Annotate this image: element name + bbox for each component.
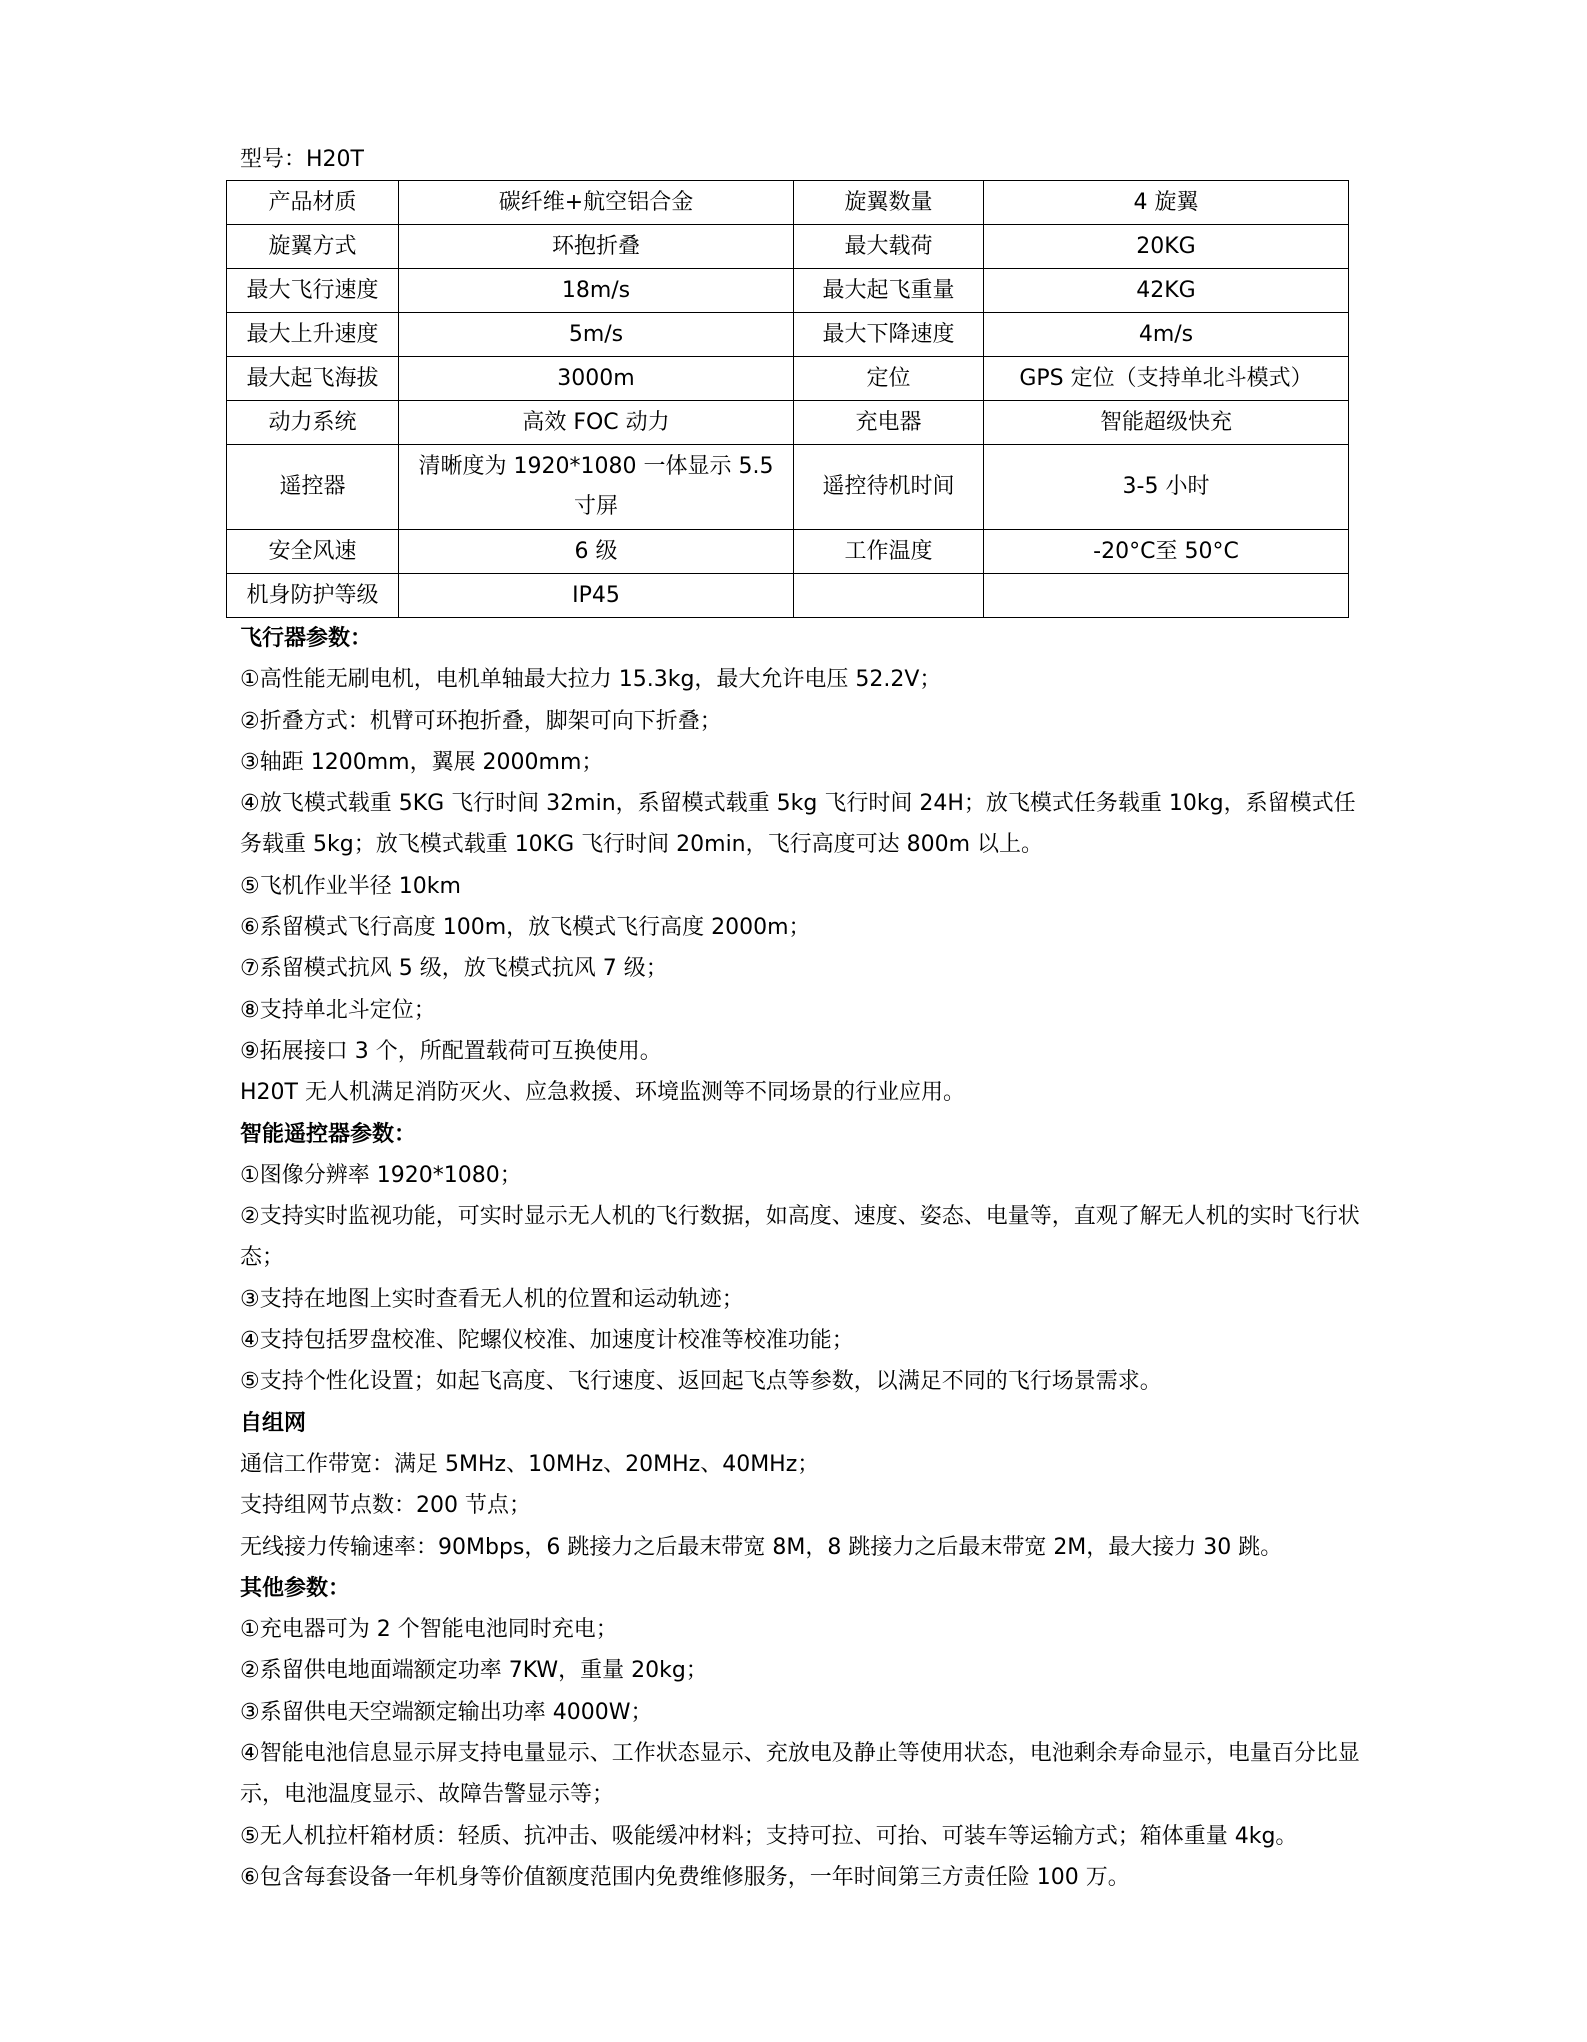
spec-label-cell: 最大飞行速度	[227, 269, 399, 313]
spec-label-cell: 最大上升速度	[227, 313, 399, 357]
spec-label-cell: 机身防护等级	[227, 574, 399, 618]
spec-label-cell: 动力系统	[227, 401, 399, 445]
section-heading-aircraft: 飞行器参数：	[240, 626, 373, 651]
paragraph-line: ③轴距 1200mm，翼展 2000mm；	[240, 749, 604, 775]
paragraph-line: ②系留供电地面端额定功率 7KW，重量 20kg；	[240, 1658, 708, 1684]
spec-label-cell	[794, 574, 984, 618]
spec-value-cell: 清晰度为 1920*1080 一体显示 5.5 寸屏	[399, 445, 794, 530]
section-aircraft-lines	[240, 659, 1360, 1113]
section-heading-other: 其他参数：	[240, 1575, 351, 1601]
spec-row	[227, 269, 1349, 313]
spec-label-cell: 产品材质	[227, 181, 399, 225]
spec-label-cell: 充电器	[794, 401, 984, 445]
paragraph-line: ⑤支持个性化设置；如起飞高度、飞行速度、返回起飞点等参数，以满足不同的飞行场景需求。	[240, 1369, 1162, 1395]
spec-value-cell: 5m/s	[399, 313, 794, 357]
body-text	[240, 618, 1360, 1898]
model-label: 型号：H20T	[240, 147, 364, 172]
spec-label-cell: 定位	[794, 357, 984, 401]
spec-table	[226, 180, 1349, 618]
paragraph-line: ④支持包括罗盘校准、陀螺仪校准、加速度计校准等校准功能；	[240, 1328, 854, 1354]
paragraph-line: ①高性能无刷电机，电机单轴最大拉力 15.3kg，最大允许电压 52.2V；	[240, 667, 942, 693]
spec-value-cell: 智能超级快充	[984, 401, 1349, 445]
paragraph-line: ⑦系留模式抗风 5 级，放飞模式抗风 7 级；	[240, 956, 668, 982]
spec-value-cell: 高效 FOC 动力	[399, 401, 794, 445]
section-other-lines	[240, 1609, 1360, 1898]
spec-label-cell: 最大起飞重量	[794, 269, 984, 313]
spec-value-cell: IP45	[399, 574, 794, 618]
spec-label-cell: 工作温度	[794, 530, 984, 574]
section-heading-mesh: 自组网	[240, 1410, 307, 1436]
paragraph-line: ④放飞模式载重 5KG 飞行时间 32min，系留模式载重 5kg 飞行时间 24H；放飞模式任务载重 10kg，系留模式任务载重 5kg；放飞模式载重 10KG 飞行时间 20min，飞行高度可达 800m 以上。	[240, 791, 1356, 858]
spec-value-cell: 4m/s	[984, 313, 1349, 357]
document-page	[240, 140, 1360, 1898]
spec-label-cell: 旋翼数量	[794, 181, 984, 225]
paragraph-line: ③支持在地图上实时查看无人机的位置和运动轨迹；	[240, 1286, 744, 1312]
paragraph-line: ⑤飞机作业半径 10km	[240, 873, 461, 899]
paragraph-line: ②折叠方式：机臂可环抱折叠，脚架可向下折叠；	[240, 708, 722, 734]
section-mesh-lines	[240, 1444, 1360, 1568]
paragraph-line: ①充电器可为 2 个智能电池同时充电；	[240, 1617, 618, 1643]
paragraph-line: ①图像分辨率 1920*1080；	[240, 1162, 522, 1188]
paragraph-line: ③系留供电天空端额定输出功率 4000W；	[240, 1699, 653, 1725]
spec-row	[227, 445, 1349, 530]
spec-row	[227, 530, 1349, 574]
spec-row	[227, 181, 1349, 225]
paragraph-line: ⑤无人机拉杆箱材质：轻质、抗冲击、吸能缓冲材料；支持可拉、可抬、可装车等运输方式；箱体重量 4kg。	[240, 1823, 1298, 1849]
spec-value-cell: 3-5 小时	[984, 445, 1349, 530]
paragraph-line: ⑨拓展接口 3 个，所配置载荷可互换使用。	[240, 1038, 662, 1064]
spec-label-cell: 最大下降速度	[794, 313, 984, 357]
section-remote-lines	[240, 1155, 1360, 1403]
spec-table-body	[227, 181, 1349, 618]
spec-label-cell: 遥控待机时间	[794, 445, 984, 530]
spec-value-cell: 3000m	[399, 357, 794, 401]
spec-value-cell: 环抱折叠	[399, 225, 794, 269]
spec-label-cell: 遥控器	[227, 445, 399, 530]
spec-value-cell: 20KG	[984, 225, 1349, 269]
section-heading-remote: 智能遥控器参数：	[240, 1121, 417, 1147]
paragraph-line: 无线接力传输速率：90Mbps，6 跳接力之后最末带宽 8M，8 跳接力之后最末带宽 2M，最大接力 30 跳。	[240, 1534, 1283, 1560]
spec-value-cell: 42KG	[984, 269, 1349, 313]
paragraph-line: ⑥系留模式飞行高度 100m，放飞模式飞行高度 2000m；	[240, 915, 811, 941]
paragraph-line: ⑧支持单北斗定位；	[240, 997, 436, 1023]
paragraph-line: H20T 无人机满足消防灭火、应急救援、环境监测等不同场景的行业应用。	[240, 1080, 965, 1106]
spec-value-cell	[984, 574, 1349, 618]
spec-row	[227, 401, 1349, 445]
paragraph-line: 通信工作带宽：满足 5MHz、10MHz、20MHz、40MHz；	[240, 1451, 820, 1477]
spec-value-cell: GPS 定位（支持单北斗模式）	[984, 357, 1349, 401]
spec-row	[227, 357, 1349, 401]
spec-value-cell: 6 级	[399, 530, 794, 574]
paragraph-line: ④智能电池信息显示屏支持电量显示、工作状态显示、充放电及静止等使用状态，电池剩余寿命显示，电量百分比显示，电池温度显示、故障告警显示等；	[240, 1741, 1360, 1808]
spec-row	[227, 225, 1349, 269]
spec-label-cell: 最大起飞海拔	[227, 357, 399, 401]
paragraph-line: ②支持实时监视功能，可实时显示无人机的飞行数据，如高度、速度、姿态、电量等，直观了解无人机的实时飞行状态；	[240, 1204, 1360, 1271]
paragraph-line: ⑥包含每套设备一年机身等价值额度范围内免费维修服务，一年时间第三方责任险 100 万。	[240, 1864, 1130, 1890]
spec-value-cell: 4 旋翼	[984, 181, 1349, 225]
spec-label-cell: 安全风速	[227, 530, 399, 574]
spec-label-cell: 最大载荷	[794, 225, 984, 269]
spec-label-cell: 旋翼方式	[227, 225, 399, 269]
spec-value-cell: 碳纤维+航空铝合金	[399, 181, 794, 225]
spec-value-cell: -20°C至 50°C	[984, 530, 1349, 574]
spec-row	[227, 574, 1349, 618]
spec-value-cell: 18m/s	[399, 269, 794, 313]
paragraph-line: 支持组网节点数：200 节点；	[240, 1493, 531, 1519]
spec-row	[227, 313, 1349, 357]
